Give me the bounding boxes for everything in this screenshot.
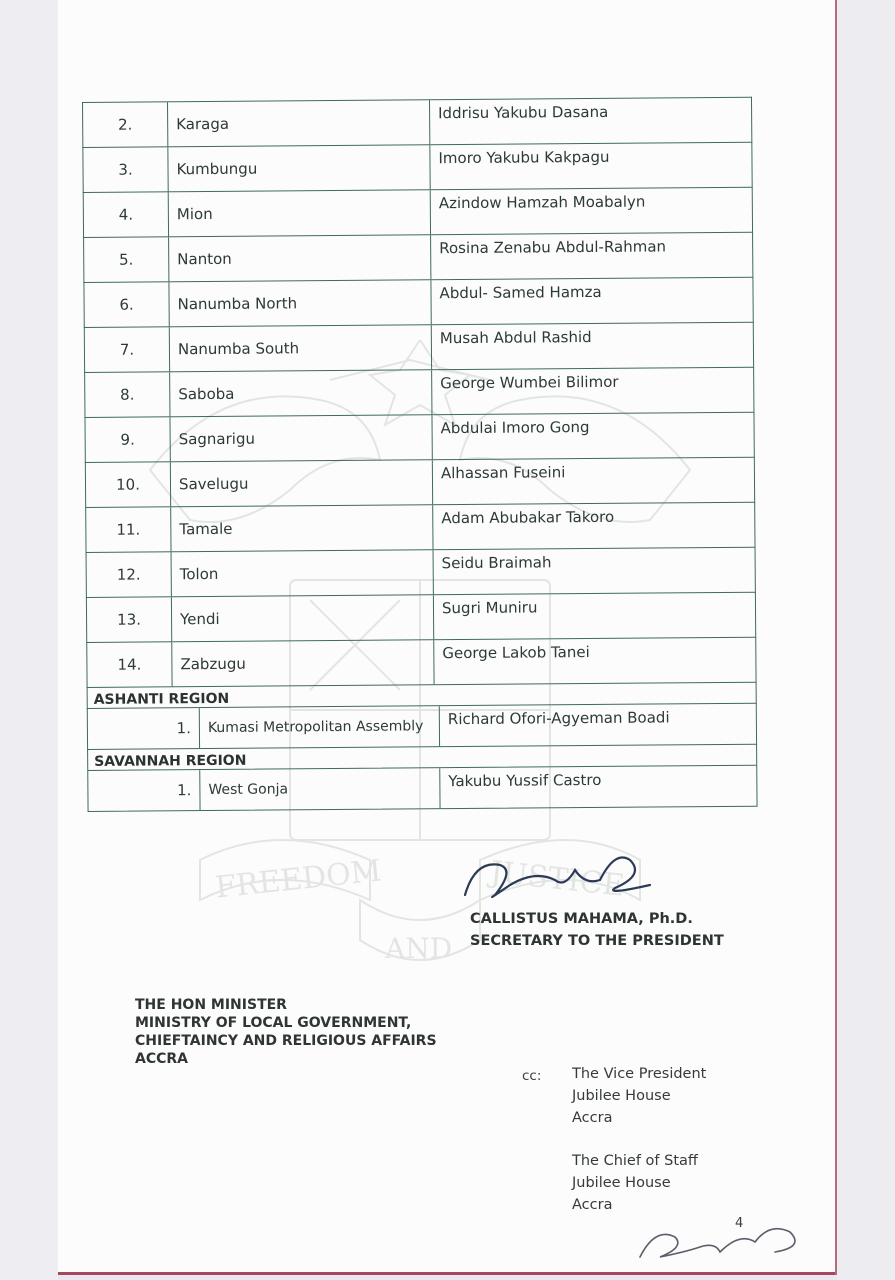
row-number: 10. [86, 462, 171, 507]
table-row [83, 277, 753, 327]
row-number: 8. [85, 372, 170, 417]
cc-line: The Chief of Staff [572, 1153, 698, 1169]
signature-mark [455, 840, 665, 910]
cc-line: The Vice President [572, 1066, 707, 1082]
cc-line: Jubilee House [572, 1175, 671, 1191]
watermark-and: AND [385, 932, 453, 965]
row-number: 6. [84, 282, 169, 327]
table-row [85, 502, 755, 552]
table-row [83, 232, 753, 282]
nominee-name: Musah Abdul Rashid [439, 328, 592, 348]
nominee-name: Seidu Braimah [441, 553, 552, 573]
table-row [82, 97, 752, 147]
district-name: Saboba [170, 370, 432, 416]
addressee-block [135, 996, 437, 1068]
table-row [86, 547, 756, 597]
addressee-line: CHIEFTAINCY AND RELIGIOUS AFFAIRS [135, 1033, 437, 1049]
cc-line: Accra [572, 1110, 613, 1126]
nominee-name: Alhassan Fuseini [440, 463, 566, 483]
nominee-name: Imoro Yakubu Kakpagu [438, 147, 610, 168]
nominee-name: Azindow Hamzah Moabalyn [438, 192, 646, 213]
table-row [84, 322, 754, 372]
page-edge [835, 0, 837, 1275]
district-name: Zabzugu [172, 640, 434, 686]
nominee-name: Abdulai Imoro Gong [440, 418, 590, 438]
watermark-justice: JUSTICE [488, 854, 627, 904]
nominee-name: Iddrisu Yakubu Dasana [438, 102, 609, 123]
table-row [82, 142, 752, 192]
row-number: 11. [86, 507, 171, 552]
nominee-name: Abdul- Samed Hamza [439, 282, 602, 303]
nominee-name: Yakubu Yussif Castro [448, 770, 602, 791]
table-row [87, 765, 757, 812]
nominee-name: Sugri Muniru [441, 598, 538, 618]
nominee-name: Rosina Zenabu Abdul-Rahman [439, 237, 667, 258]
district-name: Nanumba South [170, 325, 432, 371]
district-name: Nanton [169, 235, 431, 281]
row-number: 14. [87, 642, 172, 687]
table-row [86, 592, 756, 642]
district-name: Savelugu [171, 460, 433, 506]
row-number: 9. [85, 417, 170, 462]
page-number: 4 [735, 1216, 744, 1231]
district-name: West Gonja [200, 768, 440, 810]
nominee-name: George Lakob Tanei [442, 643, 590, 663]
signatory-name: CALLISTUS MAHAMA, Ph.D. [470, 911, 693, 927]
row-number: 3. [83, 147, 168, 192]
signatory-block [470, 908, 724, 952]
district-name: Yendi [172, 595, 434, 641]
table-row [86, 637, 756, 687]
cc-line: Accra [572, 1197, 613, 1213]
right-background [837, 0, 895, 1280]
addressee-line: ACCRA [135, 1051, 188, 1067]
table-row [84, 412, 754, 462]
cc-label: cc: [522, 1068, 542, 1084]
row-number: 13. [87, 597, 172, 642]
district-name: Tolon [172, 550, 434, 596]
nominee-name: Richard Ofori-Agyeman Boadi [447, 708, 670, 729]
district-name: Mion [169, 190, 431, 236]
row-number: 12. [87, 552, 172, 597]
left-background [0, 0, 58, 1280]
nominee-name: George Wumbei Bilimor [440, 372, 619, 393]
region-header-savannah: SAVANNAH REGION [87, 744, 757, 770]
table-row [85, 457, 755, 507]
table-row [87, 703, 757, 749]
district-name: Sagnarigu [170, 415, 432, 461]
table-row [83, 187, 753, 237]
cc-recipient [572, 1063, 706, 1129]
row-number: 1. [88, 770, 200, 811]
nominee-name: Adam Abubakar Takoro [441, 507, 615, 528]
district-name: Kumasi Metropolitan Assembly [200, 706, 440, 748]
cc-line: Jubilee House [572, 1088, 671, 1104]
row-number: 2. [83, 102, 168, 147]
initials-mark [630, 1212, 810, 1272]
row-number: 7. [85, 327, 170, 372]
region-header-ashanti: ASHANTI REGION [87, 682, 757, 708]
district-name: Kumbungu [168, 145, 430, 191]
district-name: Tamale [171, 505, 433, 551]
addressee-line: THE HON MINISTER [135, 997, 287, 1013]
table-row [84, 367, 754, 417]
addressee-line: MINISTRY OF LOCAL GOVERNMENT, [135, 1015, 412, 1031]
appointments-table [82, 97, 758, 812]
district-name: Karaga [168, 100, 430, 146]
cc-recipient [572, 1150, 698, 1216]
watermark-freedom: FREEDOM [213, 853, 384, 906]
district-name: Nanumba North [169, 280, 431, 326]
row-number: 4. [84, 192, 169, 237]
row-number: 1. [88, 708, 200, 749]
row-number: 5. [84, 237, 169, 282]
signatory-title: SECRETARY TO THE PRESIDENT [470, 933, 724, 949]
